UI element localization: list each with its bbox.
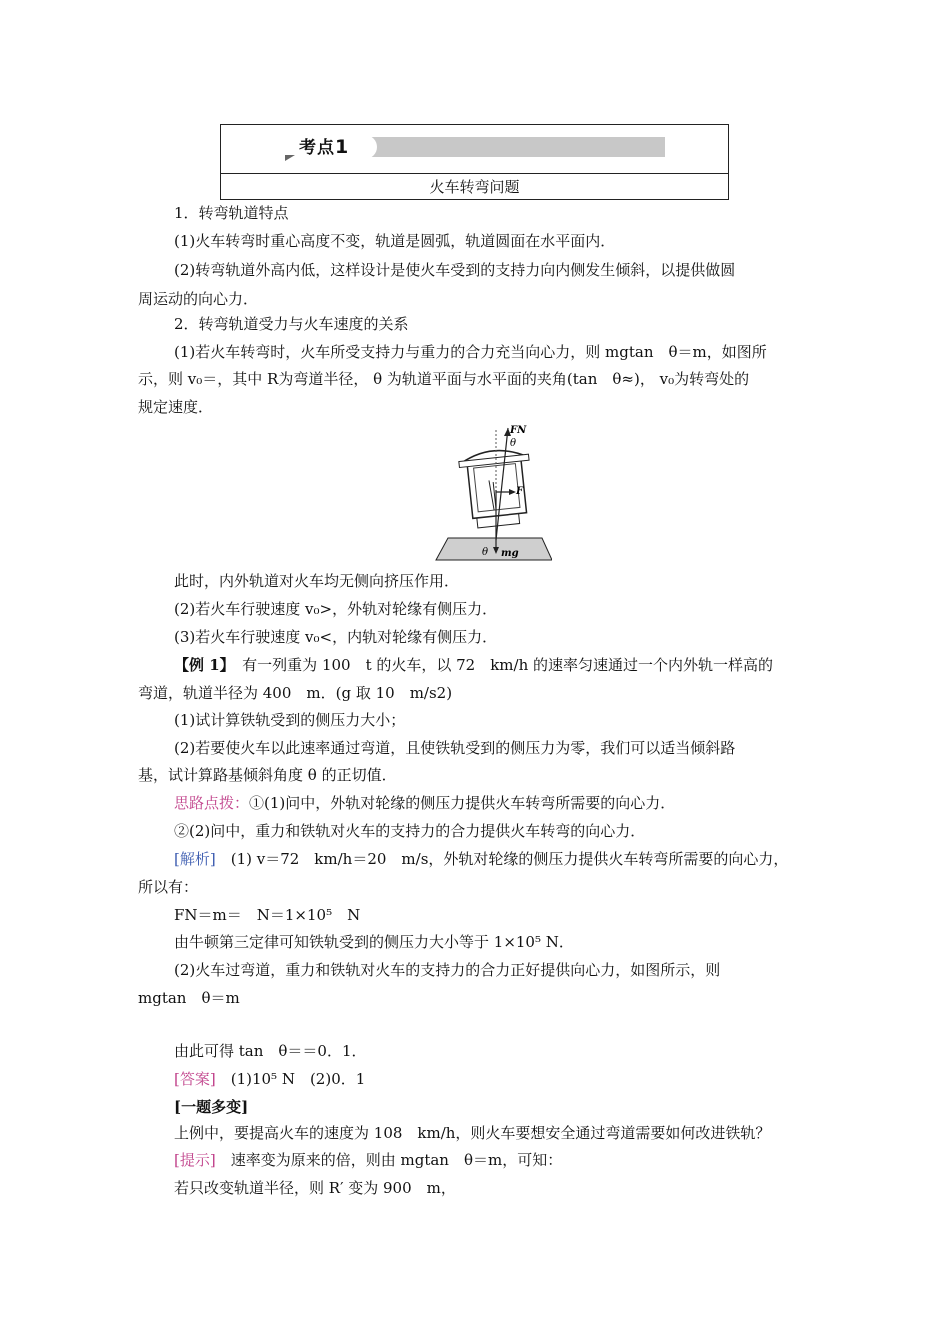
s2-paragraph-2: 此时，内外轨道对火车均无侧向挤压作用． [174, 572, 460, 590]
example-text-1: 有一列重为 100 t 的火车，以 72 km/h 的速率匀速通过一个内外轨一样高的 [227, 656, 774, 674]
tag-label [299, 135, 349, 160]
hint-line-2: ②(2)问中，重力和铁轨对火车的支持力的合力提供火车转弯的向心力． [174, 822, 646, 840]
s1-paragraph-2-line-2: 周运动的向心力． [138, 290, 259, 308]
analysis-line-6: 由此可得 tan θ＝＝0．1． [174, 1042, 367, 1060]
variant-label: [一题多变] [174, 1098, 249, 1116]
header-banner [221, 125, 728, 173]
label-fn: FN [510, 425, 527, 436]
tip-line-1 [174, 1150, 562, 1170]
analysis-label: [解析] [174, 850, 216, 868]
hint-text-1: ①(1)问中，外轨对轮缘的侧压力提供火车转弯所需要的向心力． [249, 794, 676, 812]
analysis-line-4: (2)火车过弯道，重力和铁轨对火车的支持力的合力正好提供向心力，如图所示，则 [174, 961, 721, 979]
section-title: 火车转弯问题 [429, 178, 520, 196]
answer-line [174, 1069, 365, 1089]
s2-paragraph-1-line-3: 规定速度． [138, 398, 214, 416]
example-question-1: (1)试计算铁轨受到的侧压力大小； [174, 711, 406, 729]
s2-heading: 2．转弯轨道受力与火车速度的关系 [174, 315, 409, 333]
answer-label: [答案] [174, 1070, 216, 1088]
answer-text: (1)10⁵ N (2)0．1 [215, 1070, 366, 1088]
analysis-text-1: (1) v＝72 km/h＝20 m/s，外轨对轮缘的侧压力提供火车转弯所需要的向心力， [215, 850, 789, 868]
example-label: 【例 1】 [174, 656, 228, 674]
analysis-line-5: mgtan θ＝m [138, 989, 240, 1007]
hint-line-1 [174, 793, 675, 813]
train-force-diagram [434, 420, 552, 566]
s2-paragraph-1-line-1: (1)若火车转弯时，火车所受支持力与重力的合力充当向心力，则 mgtan θ＝m，如图所 [174, 343, 767, 361]
s1-paragraph-2-line-1: (2)转弯轨道外高内低，这样设计是使火车受到的支持力向内侧发生倾斜，以提供做圆 [174, 261, 736, 279]
tip-label: [提示] [174, 1151, 216, 1169]
tag-number: 1 [335, 136, 350, 158]
analysis-line-3: 由牛顿第三定律可知铁轨受到的侧压力大小等于 1×10⁵ N． [174, 933, 574, 951]
analysis-line-1 [174, 849, 788, 869]
tag-label-text: 考点 [299, 138, 335, 158]
label-mg: mg [501, 548, 519, 559]
s2-paragraph-1-line-2: 示，则 v₀＝，其中 R为弯道半径， θ 为轨道平面与水平面的夹角(tan θ≈)， v₀为转弯处的 [138, 370, 750, 388]
label-theta-bottom: θ [482, 547, 489, 558]
example-question-2-line-2: 基，试计算路基倾斜角度 θ 的正切值． [138, 766, 397, 784]
s2-paragraph-3: (2)若火车行驶速度 v₀>，外轨对轮缘有侧压力． [174, 600, 498, 618]
label-theta-top: θ [510, 438, 517, 449]
label-f: F [516, 486, 524, 497]
tip-line-2: 若只改变轨道半径，则 R′ 变为 900 m， [174, 1179, 456, 1197]
tip-text: 速率变为原来的倍，则由 mgtan θ＝m，可知： [215, 1151, 563, 1169]
topic-tag [285, 135, 665, 159]
s2-paragraph-4: (3)若火车行驶速度 v₀<，内轨对轮缘有侧压力． [174, 628, 498, 646]
hint-label: 思路点拨： [174, 794, 250, 812]
variant-question: 上例中，要提高火车的速度为 108 km/h，则火车要想安全通过弯道需要如何改进铁轨？ [174, 1124, 771, 1142]
analysis-formula: FN＝m＝ N＝1×10⁵ N [174, 906, 361, 924]
example-line-2: 弯道，轨道半径为 400 m．(g 取 10 m/s2) [138, 684, 453, 702]
tag-wedge [285, 155, 295, 161]
example-line-1 [174, 655, 773, 675]
section-header [220, 124, 729, 200]
s1-heading: 1．转弯轨道特点 [174, 204, 289, 222]
s1-paragraph-1: (1)火车转弯时重心高度不变，轨道是圆弧，轨道圆面在水平面内． [174, 232, 616, 250]
analysis-line-2: 所以有： [138, 878, 199, 896]
example-question-2-line-1: (2)若要使火车以此速率通过弯道，且使铁轨受到的侧压力为零，我们可以适当倾斜路 [174, 739, 736, 757]
